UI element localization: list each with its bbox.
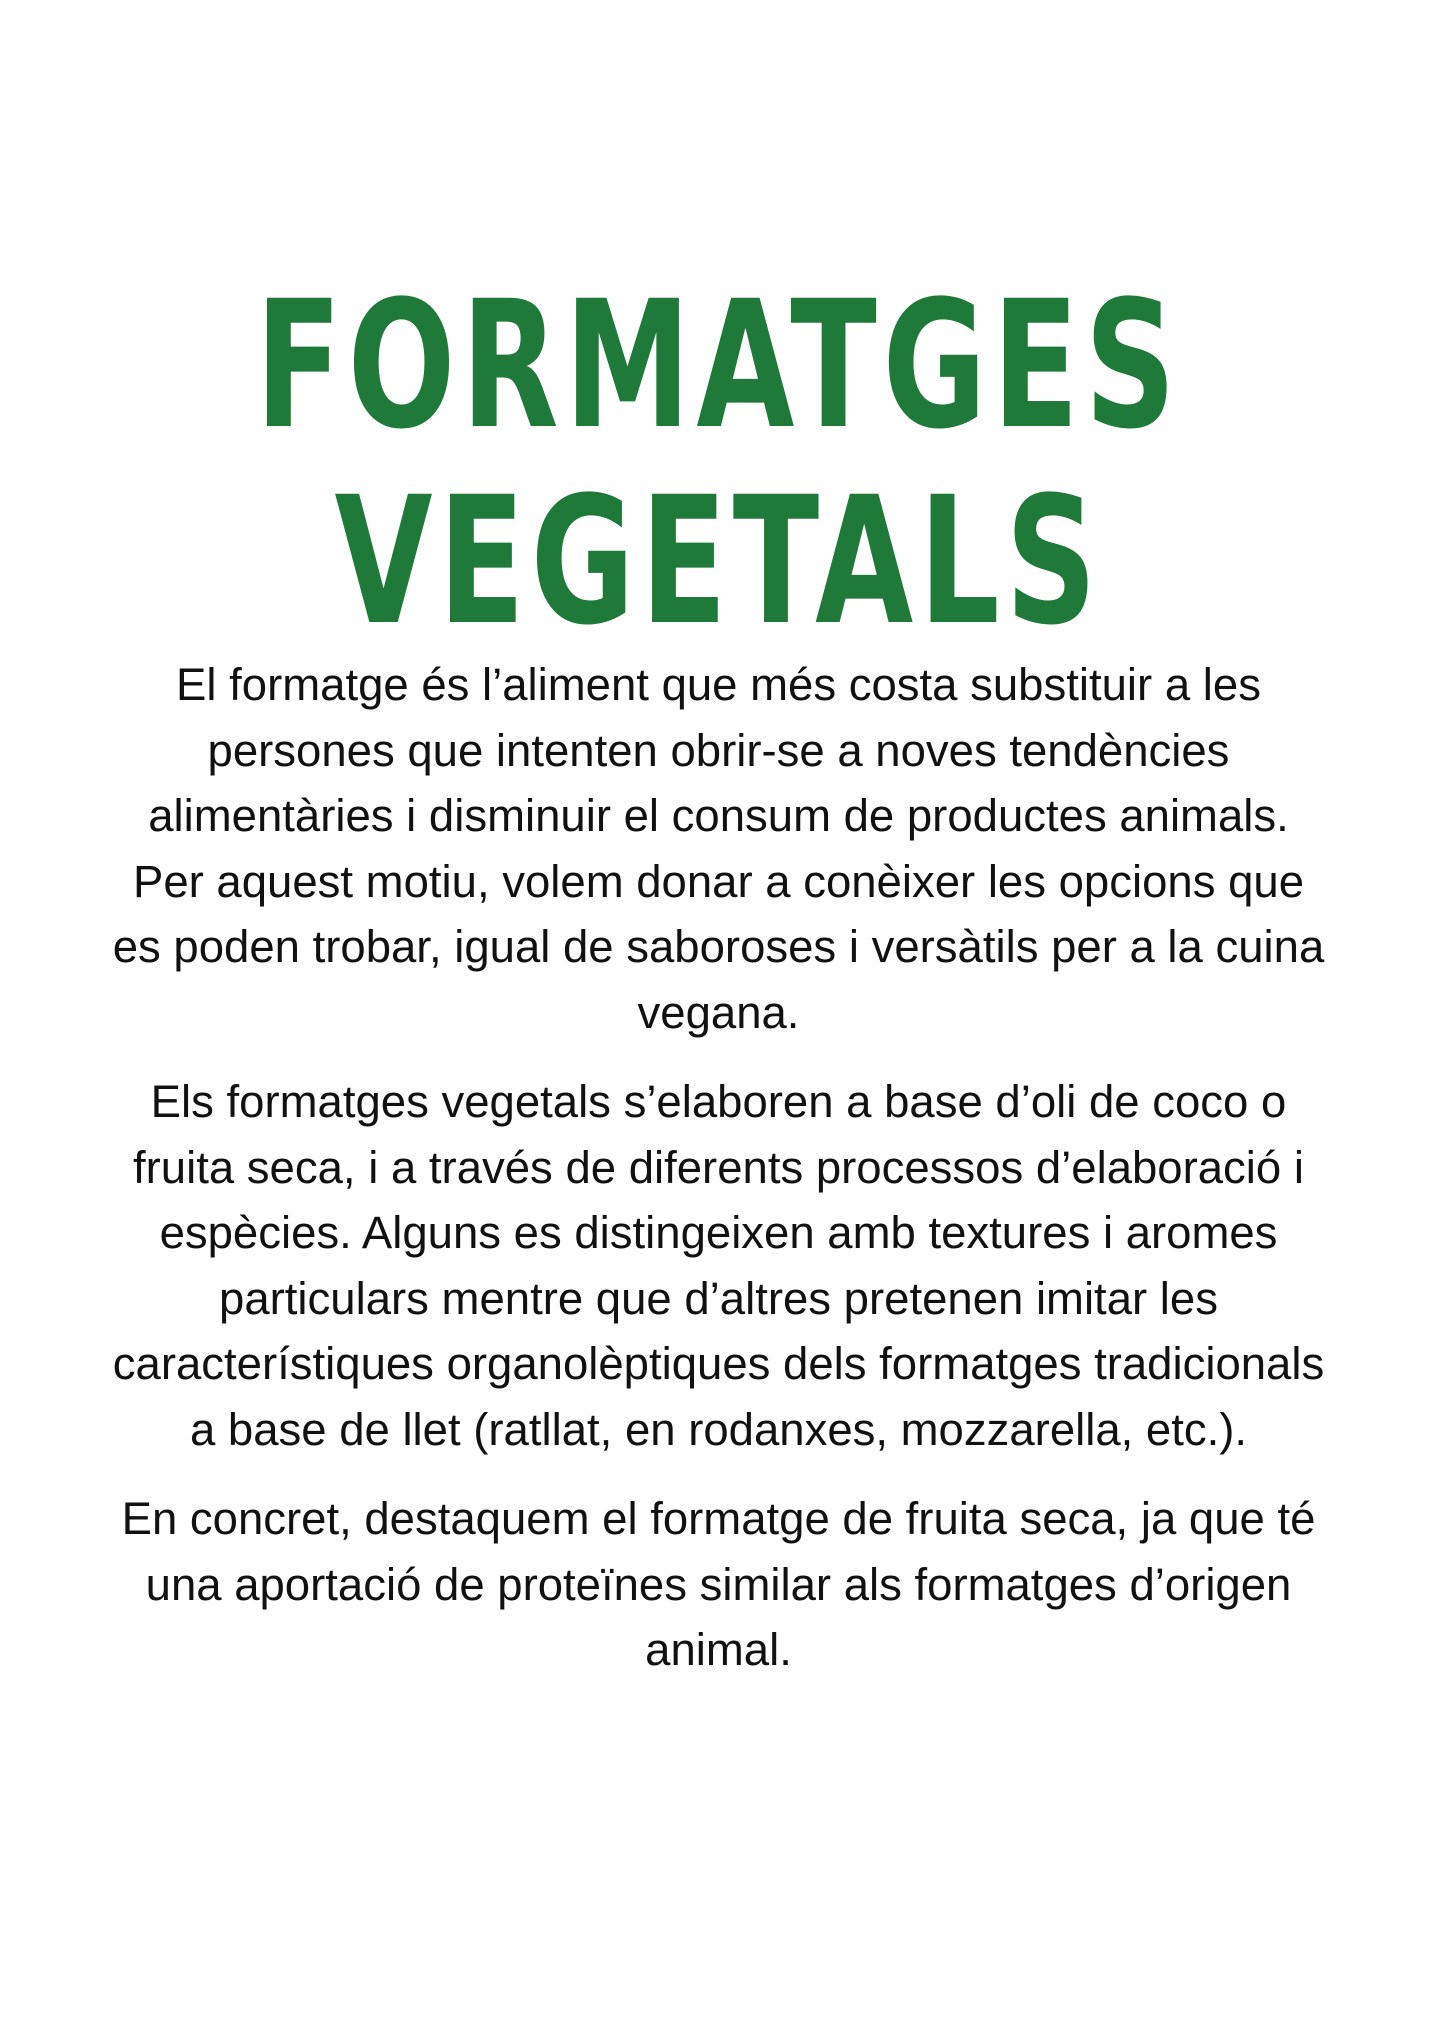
title-line-2: VEGETALS: [334, 458, 1103, 664]
paragraph-elaboration: Els formatges vegetals s’elaboren a base d’oli de coco o fruita seca, i a través de diferents processos d’elaboració i espècies. Alguns es distingeixen amb textures i aromes particulars mentre que d’altres pretenen imitar les característiques organolèptiques dels formatges tradicionals a base de llet (ratllat, en rodanxes, mozzarella, etc.).: [112, 1076, 1325, 1455]
body-text: [110, 652, 1327, 1707]
title-line-1: FORMATGES: [255, 262, 1182, 468]
paragraph-conclusion: En concret, destaquem el formatge de fruita seca, ja que té una aportació de proteïnes similar als formatges d’origen animal.: [121, 1493, 1316, 1675]
page-title: [201, 262, 1236, 664]
paragraph-intro: El formatge és l’aliment que més costa substituir a les persones que intenten obrir-se a noves tendències alimentàries i disminuir el consum de productes animals. Per aquest motiu, volem donar a conèixer les opcions que es poden trobar, igual de saboroses i versàtils per a la cuina vegana.: [112, 659, 1325, 1038]
